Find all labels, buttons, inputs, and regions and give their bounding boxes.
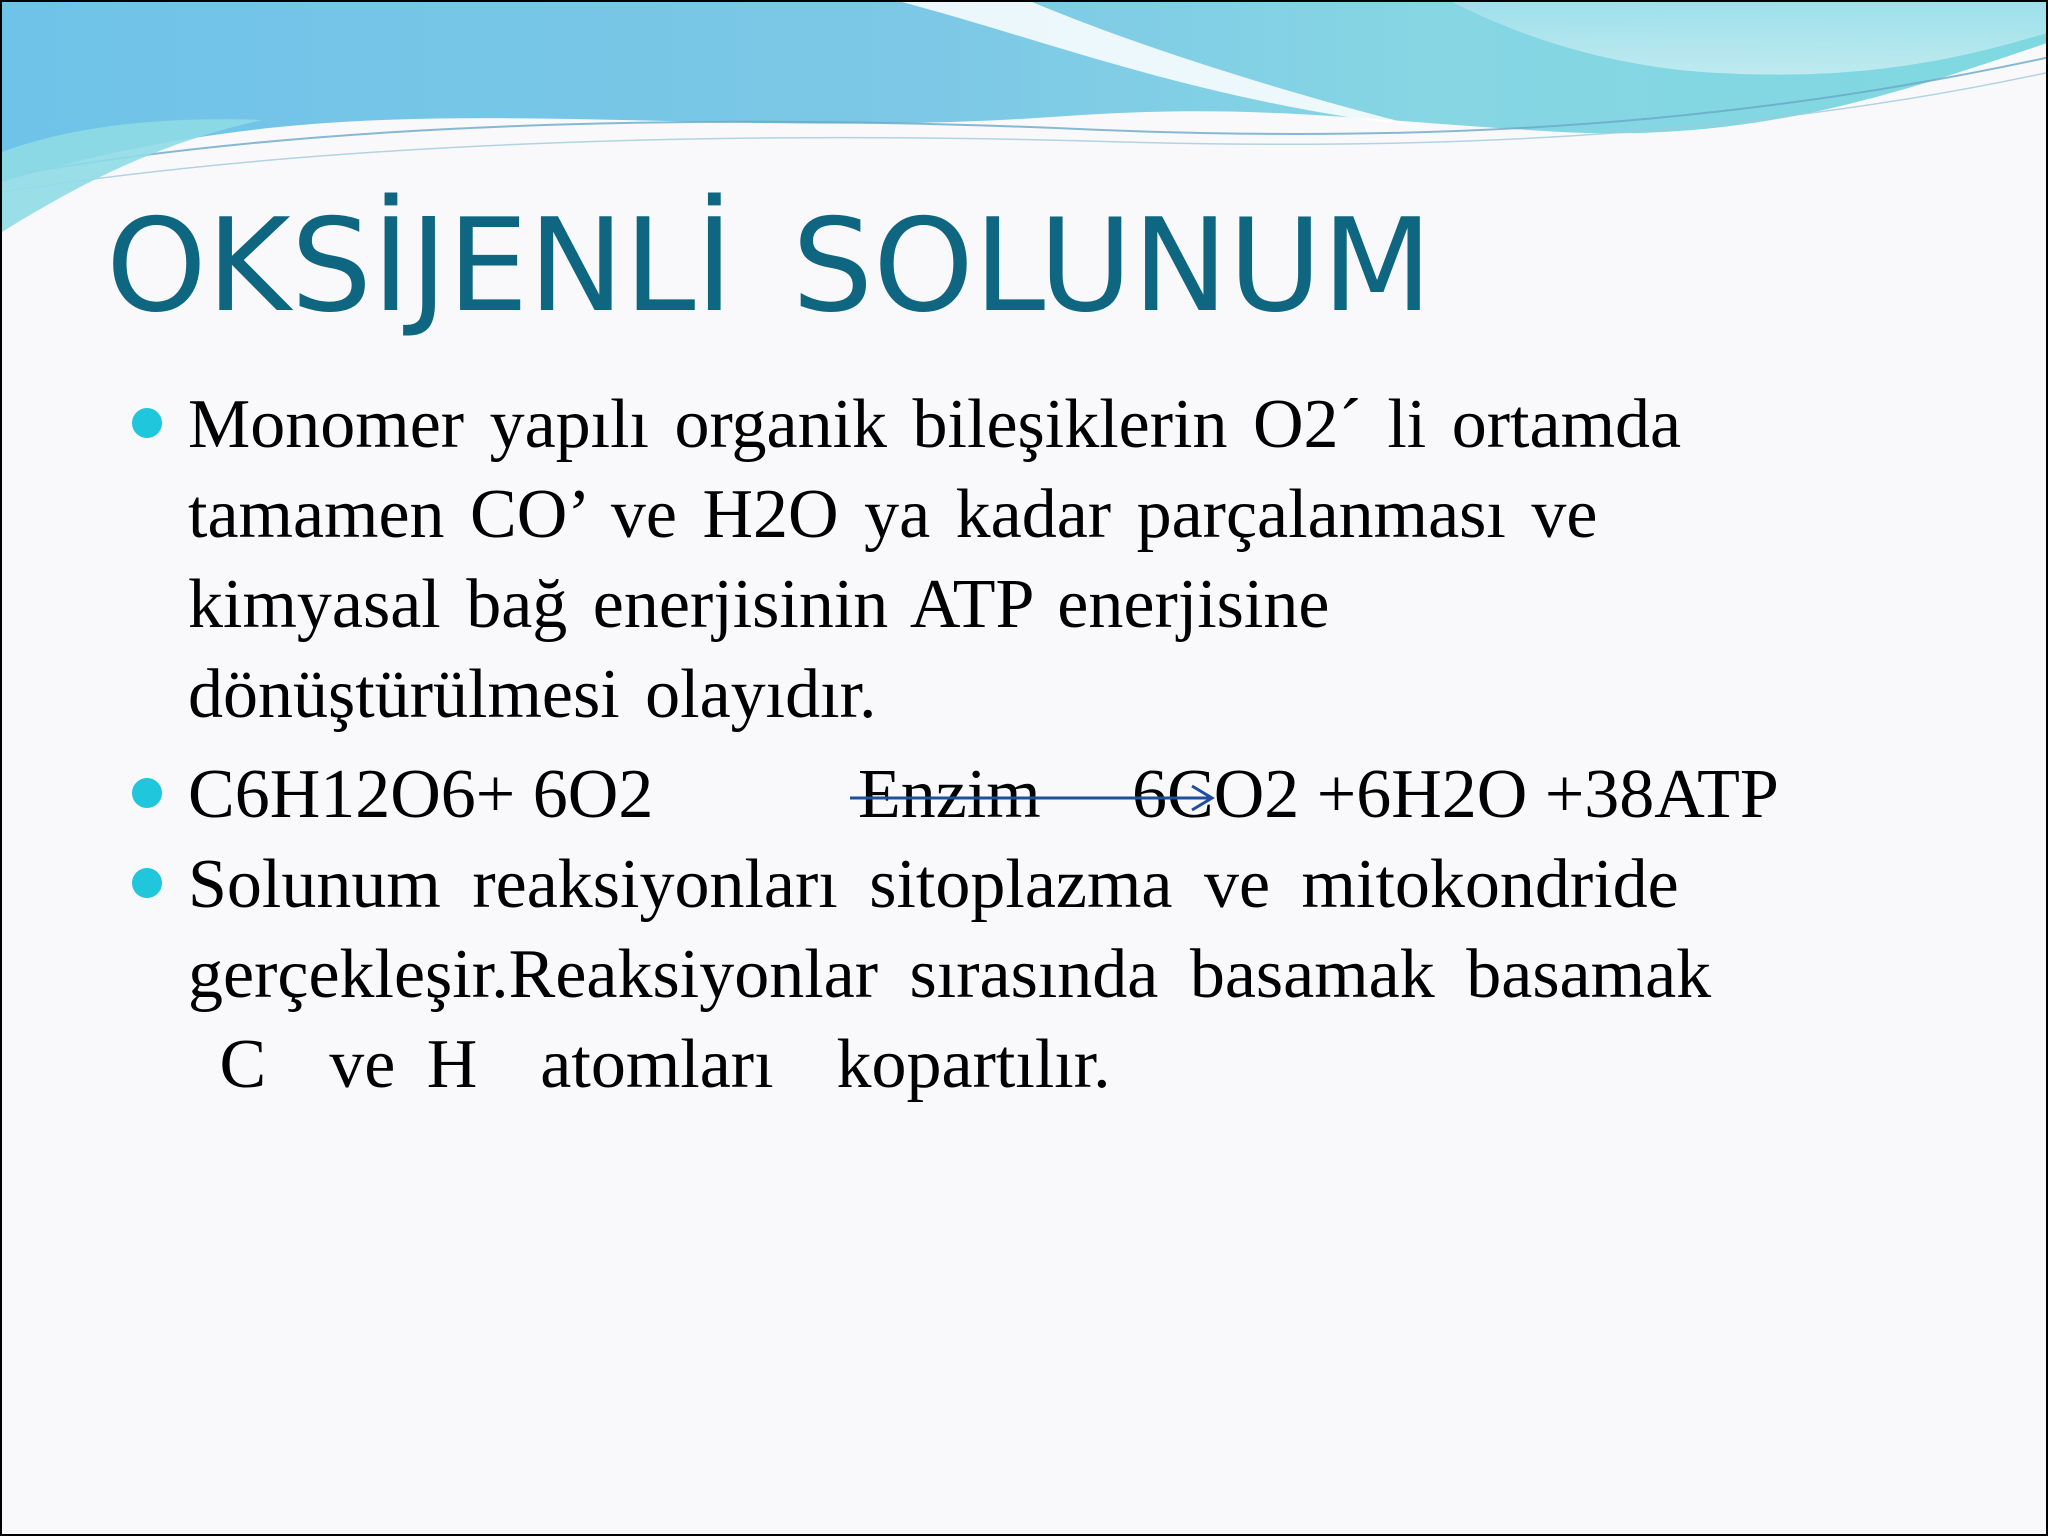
bullet-equation (132, 750, 1932, 840)
definition-line-1: Monomer yapılı organik bileşiklerin O2´ li ortamda (188, 386, 1682, 463)
definition-line-2: tamamen CO’ ve H2O ya kadar parçalanması ve (188, 476, 1598, 553)
equation-products: 6CO2 +6H2O +38ATP (1132, 756, 1779, 833)
reaction-arrow-icon (850, 768, 1220, 828)
location-line-2: gerçekleşir.Reaksiyonlar sırasında basamak basamak (188, 936, 1712, 1013)
definition-line-3: kimyasal bağ enerjisinin ATP enerjisine (188, 566, 1330, 643)
bullet-dot-icon (132, 868, 162, 898)
bullet-list (132, 380, 1932, 1110)
equation-catalyst: Enzim (858, 756, 1041, 833)
location-line-1: Solunum reaksiyonları sitoplazma ve mitokondride (188, 846, 1679, 923)
definition-line-4: dönüştürülmesi olayıdır. (188, 656, 877, 733)
bullet-dot-icon (132, 408, 162, 438)
bullet-location (132, 840, 1932, 1110)
location-line-3: C ve H atomları kopartılır. (188, 1026, 1111, 1103)
bullet-dot-icon (132, 778, 162, 808)
equation-reactants: C6H12O6+ 6O2 (188, 756, 654, 833)
slide-title: OKSİJENLİ SOLUNUM (106, 192, 1433, 341)
bullet-definition (132, 380, 1932, 740)
